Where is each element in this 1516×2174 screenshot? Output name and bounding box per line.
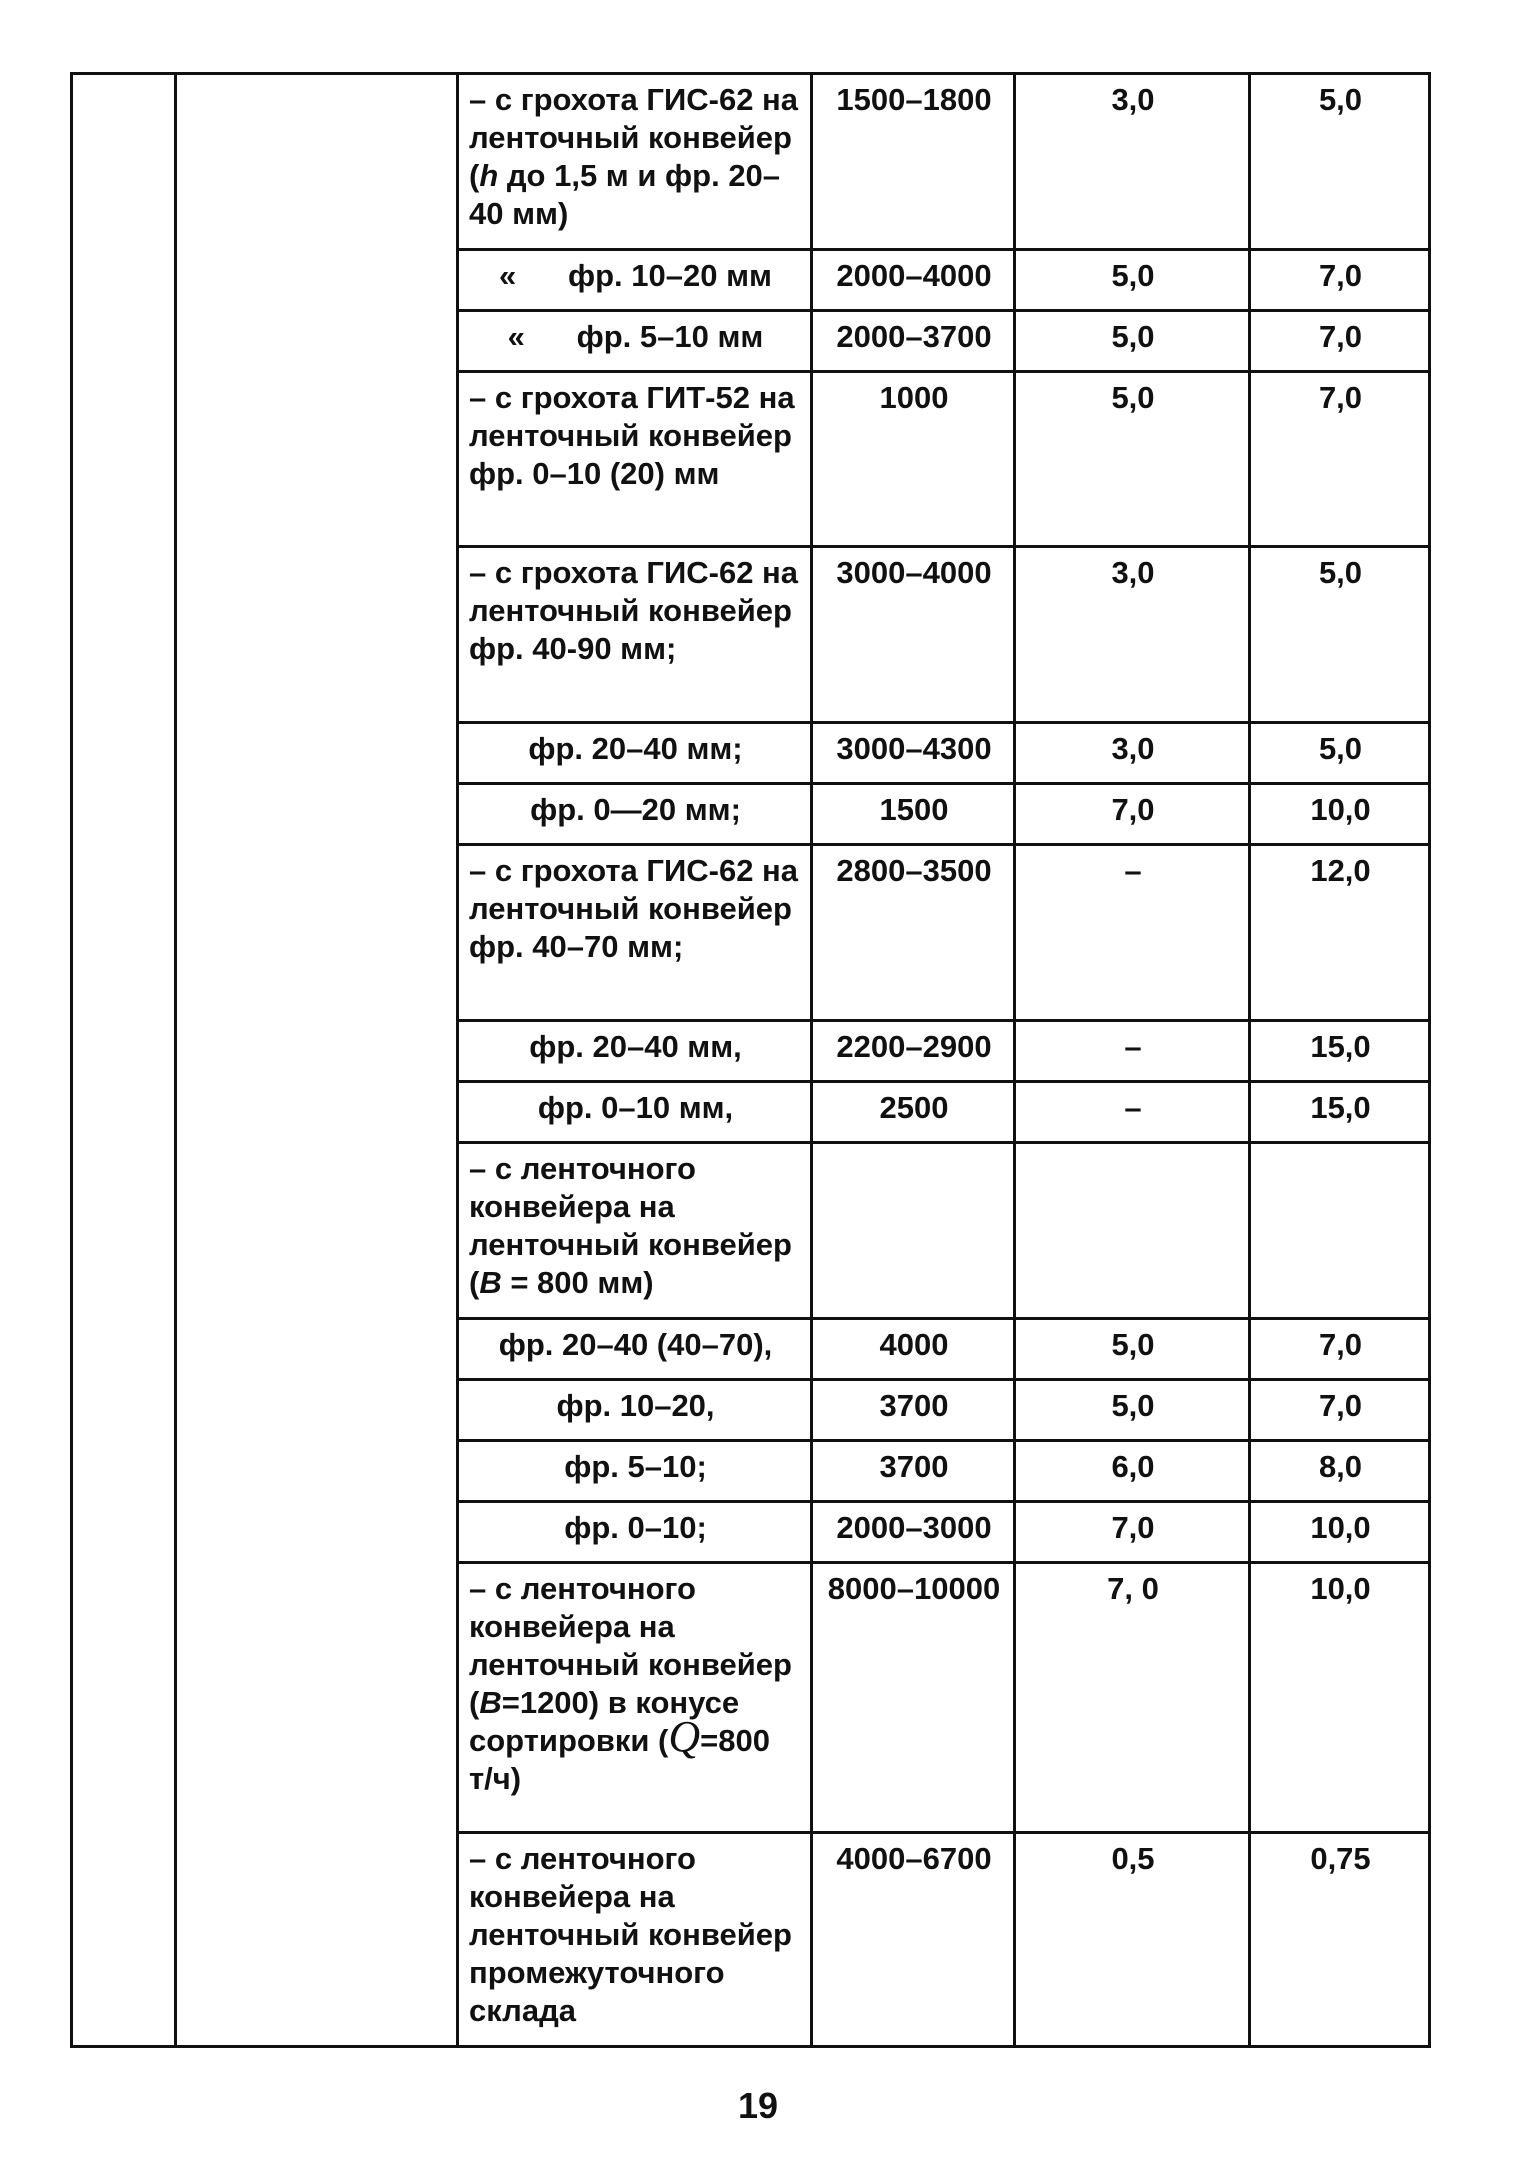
row-description: – с грохота ГИТ-52 на ленточный конвейер фр. 0–10 (20) мм — [458, 372, 812, 547]
cell-value-1: 5,0 — [1015, 1380, 1250, 1441]
cell-value-1: 5,0 — [1015, 372, 1250, 547]
blank-col-1 — [72, 74, 176, 2047]
data-table — [70, 72, 1431, 2048]
cell-value-2: 10,0 — [1250, 1563, 1430, 1833]
row-description: фр. 0–10 мм, — [458, 1082, 812, 1143]
row-description: – с грохота ГИС-62 на ленточный конвейер фр. 40–70 мм; — [458, 845, 812, 1021]
cell-range: 2500 — [812, 1082, 1015, 1143]
cell-value-2 — [1250, 1143, 1430, 1319]
row-description: – с ленточного конвейера на ленточный конвейер (B = 800 мм) — [458, 1143, 812, 1319]
document-page — [70, 72, 1428, 2048]
row-description: фр. 0–10; — [458, 1502, 812, 1563]
cell-range: 2000–3700 — [812, 311, 1015, 372]
row-description: фр. 20–40 мм, — [458, 1021, 812, 1082]
cell-range: 2000–3000 — [812, 1502, 1015, 1563]
cell-range: 4000 — [812, 1319, 1015, 1380]
cell-value-1: 7, 0 — [1015, 1563, 1250, 1833]
cell-value-2: 7,0 — [1250, 250, 1430, 311]
cell-range: 8000–10000 — [812, 1563, 1015, 1833]
cell-range: 3000–4000 — [812, 547, 1015, 723]
cell-value-2: 10,0 — [1250, 1502, 1430, 1563]
row-description: – с грохота ГИС-62 на ленточный конвейер фр. 40-90 мм; — [458, 547, 812, 723]
cell-range: 2200–2900 — [812, 1021, 1015, 1082]
row-description: « фр. 5–10 мм — [458, 311, 812, 372]
cell-range: 1500–1800 — [812, 74, 1015, 250]
cell-value-2: 7,0 — [1250, 372, 1430, 547]
cell-range: 2800–3500 — [812, 845, 1015, 1021]
cell-range: 3000–4300 — [812, 723, 1015, 784]
cell-range: 2000–4000 — [812, 250, 1015, 311]
row-description: фр. 10–20, — [458, 1380, 812, 1441]
cell-value-1: – — [1015, 845, 1250, 1021]
cell-value-2: 15,0 — [1250, 1082, 1430, 1143]
cell-value-1: 7,0 — [1015, 784, 1250, 845]
cell-value-2: 5,0 — [1250, 74, 1430, 250]
cell-value-2: 7,0 — [1250, 311, 1430, 372]
row-description: фр. 0—20 мм; — [458, 784, 812, 845]
table-body — [72, 74, 1430, 2047]
cell-value-1: 5,0 — [1015, 1319, 1250, 1380]
cell-range — [812, 1143, 1015, 1319]
row-description: – с ленточного конвейера на ленточный конвейер промежуточного склада — [458, 1833, 812, 2047]
cell-value-1 — [1015, 1143, 1250, 1319]
cell-value-2: 8,0 — [1250, 1441, 1430, 1502]
cell-range: 4000–6700 — [812, 1833, 1015, 2047]
blank-col-2 — [176, 74, 458, 2047]
cell-value-2: 5,0 — [1250, 723, 1430, 784]
cell-range: 3700 — [812, 1380, 1015, 1441]
cell-value-2: 7,0 — [1250, 1319, 1430, 1380]
page-number: 19 — [737, 2085, 779, 2126]
cell-value-2: 10,0 — [1250, 784, 1430, 845]
cell-value-2: 0,75 — [1250, 1833, 1430, 2047]
cell-value-1: 3,0 — [1015, 74, 1250, 250]
row-description: фр. 20–40 (40–70), — [458, 1319, 812, 1380]
cell-range: 3700 — [812, 1441, 1015, 1502]
cell-value-1: 5,0 — [1015, 311, 1250, 372]
cell-value-2: 15,0 — [1250, 1021, 1430, 1082]
table-row — [72, 74, 1430, 250]
row-description: « фр. 10–20 мм — [458, 250, 812, 311]
row-description: фр. 20–40 мм; — [458, 723, 812, 784]
cell-range: 1000 — [812, 372, 1015, 547]
cell-value-1: – — [1015, 1082, 1250, 1143]
cell-range: 1500 — [812, 784, 1015, 845]
cell-value-1: – — [1015, 1021, 1250, 1082]
cell-value-1: 3,0 — [1015, 547, 1250, 723]
cell-value-2: 12,0 — [1250, 845, 1430, 1021]
cell-value-1: 6,0 — [1015, 1441, 1250, 1502]
cell-value-1: 0,5 — [1015, 1833, 1250, 2047]
row-description: фр. 5–10; — [458, 1441, 812, 1502]
cell-value-1: 5,0 — [1015, 250, 1250, 311]
cell-value-2: 5,0 — [1250, 547, 1430, 723]
row-description: – с ленточного конвейера на ленточный конвейер (B=1200) в конусе сортировки (Q=800 т/ч) — [458, 1563, 812, 1833]
row-description: – с грохота ГИС-62 на ленточный конвейер (h до 1,5 м и фр. 20–40 мм) — [458, 74, 812, 250]
cell-value-2: 7,0 — [1250, 1380, 1430, 1441]
cell-value-1: 3,0 — [1015, 723, 1250, 784]
cell-value-1: 7,0 — [1015, 1502, 1250, 1563]
